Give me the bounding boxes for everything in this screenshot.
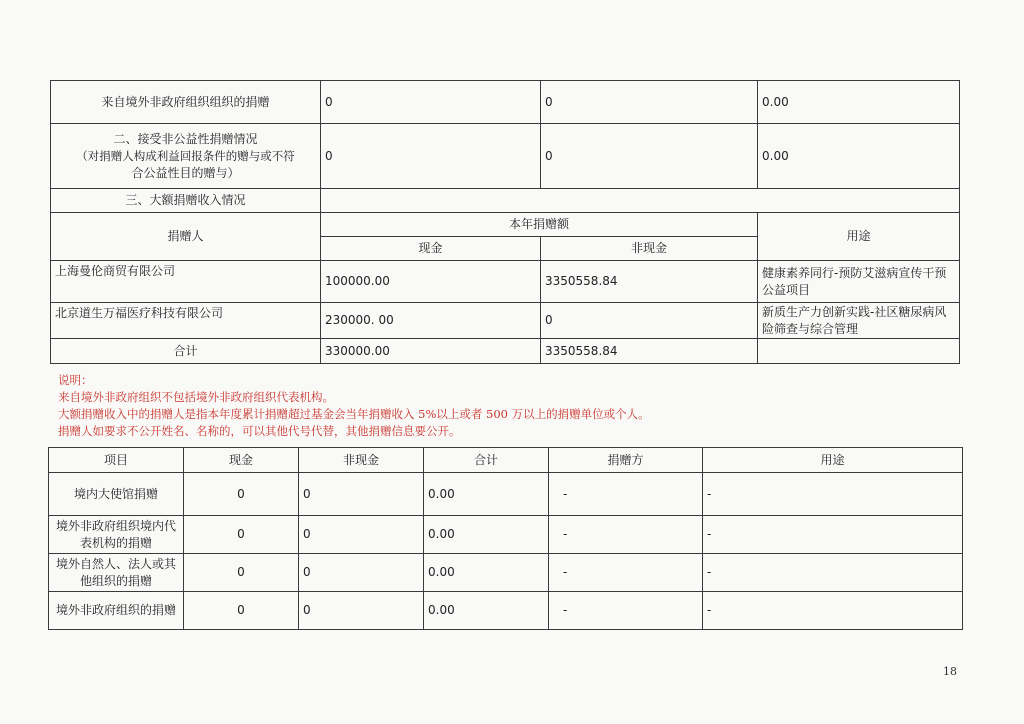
row-label-line: 合公益性目的赠与） [131,165,240,180]
use-cell: 健康素养同行-预防艾滋病宣传干预公益项目 [758,261,960,303]
use-cell: - [703,516,963,554]
row-label-line: 二、接受非公益性捐赠情况 [113,131,258,146]
cash-cell: 230000. 00 [321,303,541,339]
table-row [51,124,960,189]
cash-cell: 0 [321,81,541,124]
cash-cell: 0 [184,473,299,516]
use-cell: - [703,554,963,592]
note-line: 捐赠人如要求不公开姓名、名称的，可以其他代号代替，其他捐赠信息要公开。 [58,424,461,438]
total-cell: 0.00 [424,592,549,630]
table-row [49,554,963,592]
noncash-cell: 0 [299,473,424,516]
use-cell: - [703,473,963,516]
total-cell: 0.00 [758,124,960,189]
cash-header: 现金 [184,448,299,473]
table-row [51,303,960,339]
noncash-cell: 0 [299,554,424,592]
empty-cell [758,339,960,364]
total-cell: 0.00 [424,554,549,592]
noncash-cell: 0 [299,516,424,554]
donor-cell: - [549,516,703,554]
total-label: 合计 [51,339,321,364]
total-cell: 0.00 [424,473,549,516]
total-cell: 0.00 [424,516,549,554]
donor-header: 捐赠人 [51,213,321,261]
donor-cell: - [549,592,703,630]
total-header: 合计 [424,448,549,473]
section-title-row [51,189,960,213]
noncash-header: 非现金 [541,237,758,261]
cash-cell: 100000.00 [321,261,541,303]
cash-cell: 330000.00 [321,339,541,364]
noncash-cell: 0 [299,592,424,630]
donor-name: 北京道生万福医疗科技有限公司 [51,303,321,339]
noncash-cell: 0 [541,124,758,189]
empty-cell [321,189,960,213]
note-line: 来自境外非政府组织不包括境外非政府组织代表机构。 [58,390,334,404]
table-row [49,592,963,630]
header-row [51,213,960,237]
item-cell: 境内大使馆捐赠 [49,473,184,516]
foreign-donation-table [48,447,963,630]
donor-header: 捐赠方 [549,448,703,473]
total-row [51,339,960,364]
table-row [51,81,960,124]
row-label [51,124,321,189]
item-cell: 境外自然人、法人或其他组织的捐赠 [49,554,184,592]
use-cell: - [703,592,963,630]
noncash-cell: 3350558.84 [541,261,758,303]
donation-income-table [50,80,960,364]
cash-cell: 0 [321,124,541,189]
donor-cell: - [549,554,703,592]
use-header: 用途 [703,448,963,473]
row-label: 来自境外非政府组织组织的捐赠 [51,81,321,124]
noncash-header: 非现金 [299,448,424,473]
notes-block [58,372,650,440]
table-row [51,261,960,303]
use-cell: 新质生产力创新实践-社区糖尿病风 险筛查与综合管理 [758,303,960,339]
table-row [49,473,963,516]
cash-header: 现金 [321,237,541,261]
donor-name: 上海曼伦商贸有限公司 [51,261,321,303]
noncash-cell: 0 [541,303,758,339]
header-row [49,448,963,473]
section-title: 三、大额捐赠收入情况 [51,189,321,213]
note-line: 大额捐赠收入中的捐赠人是指本年度累计捐赠超过基金会当年捐赠收入 5%以上或者 500 万以上的捐赠单位或个人。 [58,407,650,421]
cash-cell: 0 [184,554,299,592]
amount-group-header: 本年捐赠额 [321,213,758,237]
donor-cell: - [549,473,703,516]
item-cell: 境外非政府组织境内代表机构的捐赠 [49,516,184,554]
noncash-cell: 0 [541,81,758,124]
note-line: 说明： [58,373,93,387]
noncash-cell: 3350558.84 [541,339,758,364]
cash-cell: 0 [184,592,299,630]
item-header: 项目 [49,448,184,473]
page-number: 18 [943,665,957,678]
item-cell: 境外非政府组织的捐赠 [49,592,184,630]
total-cell: 0.00 [758,81,960,124]
cash-cell: 0 [184,516,299,554]
use-header: 用途 [758,213,960,261]
row-label-line: （对捐赠人构成利益回报条件的赠与或不符 [76,148,295,163]
table-row [49,516,963,554]
